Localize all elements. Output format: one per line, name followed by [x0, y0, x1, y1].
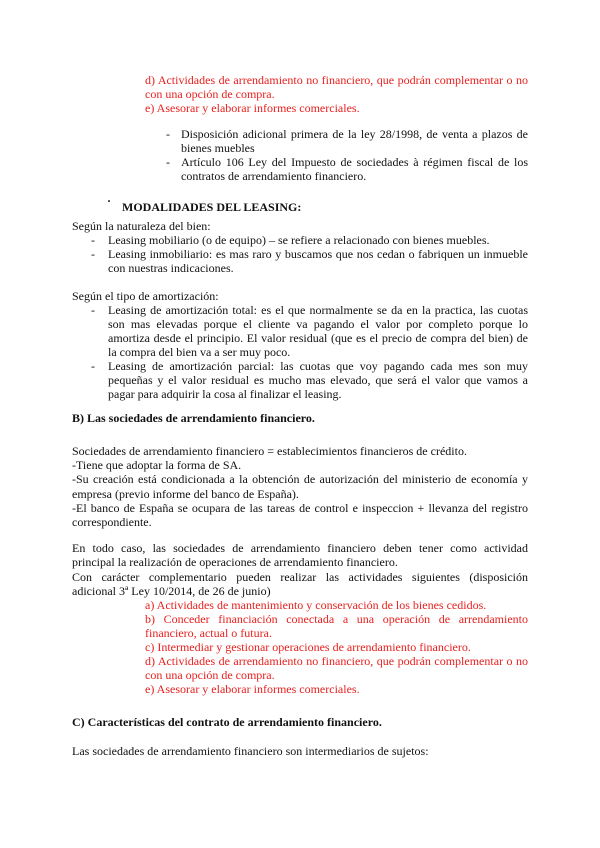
list-item [91, 247, 528, 275]
text-line: b) Conceder financiación conectada a una operación de arrendamiento [145, 612, 528, 626]
list-item [145, 101, 528, 115]
paragraph [72, 444, 528, 458]
text-line: Leasing de amortización total: es el que normalmente se da en la practica, las cuotas [108, 303, 528, 317]
text-line: En todo caso, las sociedades de arrendamiento financiero deben tener como actividad [72, 541, 528, 555]
amortization-list [91, 303, 528, 401]
section-heading-b: B) Las sociedades de arrendamiento financiero. [72, 411, 315, 425]
dash-marker: - [166, 155, 170, 169]
list-item [145, 640, 528, 654]
text-line: correspondiente. [72, 515, 152, 530]
text-line: Leasing inmobiliario: es mas raro y buscamos que nos cedan o fabriquen un inmueble [108, 247, 528, 261]
text-line: principal la realización de operaciones de arrendamiento financiero. [72, 555, 398, 570]
list-item [145, 598, 528, 612]
paragraph [72, 472, 528, 500]
subsection-label-nature: Según la naturaleza del bien: [72, 219, 211, 233]
dash-marker: - [91, 359, 95, 373]
list-item [145, 654, 528, 682]
text-line: Con carácter complementario pueden realizar las actividades siguientes (disposición [72, 569, 528, 584]
text-line: d) Actividades de arrendamiento no financiero, que podrán complementar o no [145, 73, 528, 87]
intro-red-list [145, 73, 528, 115]
dash-marker: - [91, 247, 95, 261]
text-line: adicional 3ª Ley 10/2014, de 26 de junio) [72, 583, 271, 598]
text-line: amortiza desde el principio. El valor residual (que es el precio de compra del bien) de [108, 331, 528, 345]
paragraph [72, 570, 528, 599]
text-line: a) Actividades de mantenimiento y conservación de los bienes cedidos. [145, 598, 487, 612]
text-line: c) Intermediar y gestionar operaciones de arrendamiento financiero. [145, 640, 471, 654]
text-line: -Tiene que adoptar la forma de SA. [72, 458, 242, 473]
list-item [145, 682, 528, 696]
text-line: d) Actividades de arrendamiento no financiero, que podrán complementar o no [145, 654, 528, 668]
text-line: con nuestras indicaciones. [108, 261, 234, 275]
text-line: empresa (previo informe del banco de España). [72, 486, 299, 501]
text-line: pequeñas y el valor residual es mucho mas elevado, que será el valor que vamos a [108, 373, 528, 387]
paragraph [72, 458, 528, 472]
text-line: Leasing mobiliario (o de equipo) – se refiere a relacionado con bienes muebles. [108, 233, 490, 247]
section-heading-c: C) Características del contrato de arrendamiento financiero. [72, 715, 382, 729]
text-line: la compra del bien va a ser muy poco. [108, 345, 291, 359]
list-item [145, 612, 528, 640]
text-line: e) Asesorar y elaborar informes comerciales. [145, 101, 360, 115]
text-line: con una opción de compra. [145, 87, 275, 101]
text-line: son mas elevadas porque el cliente va pagando el valor por completo porque lo [108, 317, 528, 331]
paragraph [72, 541, 528, 570]
list-item [166, 155, 528, 183]
dash-marker: - [91, 303, 95, 317]
subsection-label-amortization: Según el tipo de amortización: [72, 289, 219, 303]
text-line: -El banco de España se ocupara de las tareas de control e inspeccion + llevanza del registro [72, 500, 528, 515]
section-b-activities-intro [72, 541, 528, 598]
list-item [166, 127, 528, 155]
text-line: Sociedades de arrendamiento financiero = establecimientos financieros de crédito. [72, 444, 467, 458]
section-b-body [72, 444, 528, 529]
dash-marker: - [166, 127, 170, 141]
nature-list [91, 233, 528, 275]
text-line: -Su creación está condicionada a la obtención de autorización del ministerio de economía y [72, 472, 528, 487]
dash-marker: - [91, 233, 95, 247]
text-line: bienes muebles [181, 141, 255, 155]
section-c-intro: Las sociedades de arrendamiento financiero son intermediarios de sujetos: [72, 744, 429, 758]
text-line: financiero, actual o futura. [145, 626, 272, 640]
section-heading-modalidades: MODALIDADES DEL LEASING: [122, 200, 302, 214]
legal-references-list [166, 127, 528, 183]
activities-red-list [145, 598, 528, 696]
list-item [91, 303, 528, 359]
text-line: Leasing de amortización parcial: las cuotas que voy pagando cada mes son muy [108, 359, 528, 373]
list-item [91, 233, 528, 247]
list-item [145, 73, 528, 101]
text-line: e) Asesorar y elaborar informes comerciales. [145, 682, 360, 696]
paragraph [72, 501, 528, 529]
text-line: contratos de arrendamiento financiero. [181, 169, 367, 183]
text-line: con una opción de compra. [145, 668, 275, 682]
text-line: Disposición adicional primera de la ley 28/1998, de venta a plazos de [181, 127, 528, 141]
text-line: Artículo 106 Ley del Impuesto de sociedades à régimen fiscal de los [181, 155, 528, 169]
list-item [91, 359, 528, 401]
bullet-icon: · [107, 194, 112, 208]
text-line: pagar para adquirir la cosa al finalizar el leasing. [108, 387, 342, 401]
